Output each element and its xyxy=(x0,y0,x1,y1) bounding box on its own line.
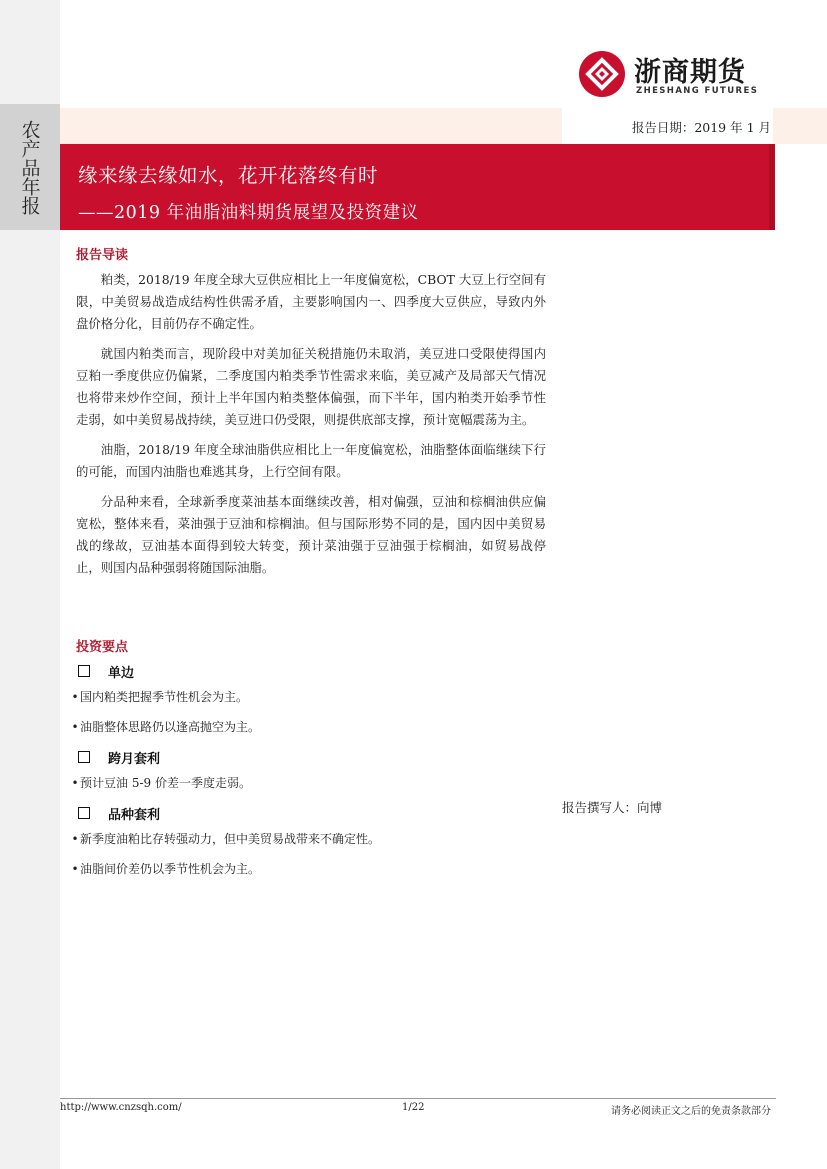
title-banner-accent xyxy=(769,144,775,230)
guide-paragraph: 油脂，2018/19 年度全球油脂供应相比上一年度偏宽松，油脂整体面临继续下行的可能，而国内油脂也难逃其身，上行空间有限。 xyxy=(76,442,546,479)
bullet-icon: • xyxy=(71,832,79,846)
invest-bullet: • 油脂间价差仍以季节性机会为主。 xyxy=(70,859,576,879)
invest-section-title: 单边 xyxy=(76,661,576,681)
footer-website-link[interactable]: http://www.cnzsqh.com/ xyxy=(60,1102,182,1113)
bullet-icon: • xyxy=(71,690,79,704)
invest-bullet: • 国内粕类把握季节性机会为主。 xyxy=(70,687,576,707)
guide-paragraph: 就国内粕类而言，现阶段中对美加征关税措施仍未取消，美豆进口受限使得国内豆粕一季度供应仍偏紧，二季度国内粕类季节性需求来临，美豆减产及局部天气情况也将带来炒作空间，预计上半年国内粕类整体偏强，而下半年，国内粕类开始季节性走弱，如中美贸易战持续，美豆进口仍受限，则提供底部支撑，预计宽幅震荡为主。 xyxy=(76,346,546,427)
report-type-label xyxy=(0,104,60,230)
invest-bullet: • 预计豆油 5-9 价差一季度走弱。 xyxy=(70,773,576,793)
logo-english-name: ZHESHANG FUTURES xyxy=(636,86,759,96)
guide-paragraph: 粕类，2018/19 年度全球大豆供应相比上一年度偏宽松，CBOT 大豆上行空间有限，中美贸易战造成结构性供需矛盾，主要影响国内一、四季度大豆供应，导致内外盘价格分化，目前仍存不确定性。 xyxy=(76,272,546,331)
footer-divider xyxy=(60,1098,776,1099)
checkbox-icon xyxy=(78,665,90,677)
report-date: 报告日期：2019 年 1 月 xyxy=(631,120,771,135)
guide-paragraph: 分品种来看，全球新季度菜油基本面继续改善，相对偏强，豆油和棕榈油供应偏宽松，整体来看，菜油强于豆油和棕榈油。但与国际形势不同的是，国内因中美贸易战的缘故，豆油基本面得到较大转变，预计菜油强于豆油强于棕榈油，如贸易战停止，则国内品种强弱将随国际油脂。 xyxy=(76,494,546,575)
invest-bullet: • 新季度油粕比存转强动力，但中美贸易战带来不确定性。 xyxy=(70,829,576,849)
invest-bullet: • 油脂整体思路仍以逢高抛空为主。 xyxy=(70,717,576,737)
bullet-icon: • xyxy=(71,720,79,734)
checkbox-icon xyxy=(78,807,90,819)
investment-points xyxy=(71,636,576,889)
report-title: 缘来缘去缘如水，花开花落终有时 xyxy=(78,164,379,187)
invest-section-title: 跨月套利 xyxy=(76,747,576,767)
report-guide xyxy=(76,244,546,587)
bullet-icon: • xyxy=(71,776,79,790)
page-number: 1/22 xyxy=(402,1102,425,1113)
logo-chinese-name: 浙商期货 xyxy=(634,57,746,88)
disclaimer-note: 请务必阅读正文之后的免责条款部分 xyxy=(611,1106,771,1117)
report-type-text: 农产品年报 xyxy=(18,119,41,215)
invest-heading: 投资要点 xyxy=(76,640,129,655)
report-author: 报告撰写人：向博 xyxy=(562,800,663,815)
company-logo xyxy=(576,48,774,102)
checkbox-icon xyxy=(78,751,90,763)
report-subtitle: ——2019 年油脂油料期货展望及投资建议 xyxy=(78,203,419,223)
zheshang-logo-icon xyxy=(578,50,626,98)
bullet-icon: • xyxy=(71,862,79,876)
guide-heading: 报告导读 xyxy=(76,248,129,263)
invest-section-title: 品种套利 xyxy=(76,803,576,823)
